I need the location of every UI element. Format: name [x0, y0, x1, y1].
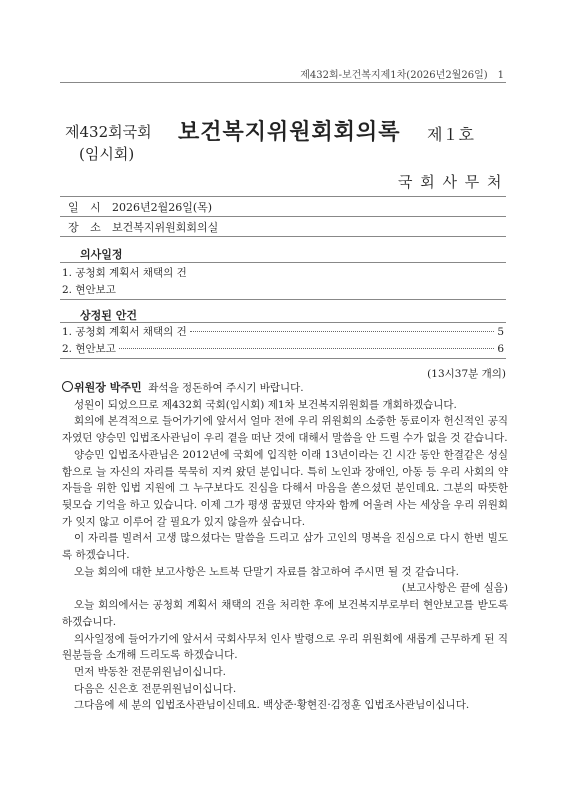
session-label [65, 121, 152, 165]
agenda-heading: 의사일정 [80, 248, 123, 261]
toc-item-page: 5 [497, 326, 504, 338]
speech-paragraph: 의사일정에 들어가기에 앞서서 국회사무처 인사 발령으로 우리 위원회에 새롭게 근무하게 된 직원분들을 소개해 드리도록 하겠습니다. [62, 632, 508, 662]
rule-5 [60, 299, 506, 300]
transcript-body [62, 380, 508, 714]
rule-4 [60, 262, 506, 263]
session-number: 제432회국회 [65, 123, 152, 141]
rule-2 [60, 216, 506, 217]
toc-leader [119, 348, 494, 349]
speech-paragraph: 오늘 회의에 대한 보고사항은 노트북 단말기 자료를 참고하여 주시면 될 것 같습니다. [74, 565, 459, 578]
speech-paragraph: 먼저 박동찬 전문위원님이십니다. [74, 665, 227, 678]
speech-paragraph: 양승민 입법조사관님은 2012년에 국회에 입직한 이래 13년이라는 긴 시간 동안 한결같은 성실함으로 늘 자신의 자리를 묵묵히 지켜 왔던 분입니다. 특히 노인과 장애인, 아동 등 우리 사회의 약자들을 위한 입법 지원에 그 누구보다도 진심을 다해서 마음을 쏟으셨던 분인데요. 그분의 따뜻한 뒷모습 기억을 하고 있습니다. 이제 그가 평생 꿈꿨던 약자와 함께 어울려 사는 세상을 우리 위원회가 잊지 않고 이루어 갈 필요가 있지 않을까 싶습니다. [62, 448, 508, 528]
speech-paragraph: 이 자리를 빌려서 고생 많으셨다는 말씀을 드리고 삼가 고인의 명복을 진심으로 다시 한번 빌도록 하겠습니다. [62, 532, 508, 562]
publisher: 국 회 사 무 처 [398, 173, 502, 191]
toc-item-label: 2. 현안보고 [62, 343, 116, 355]
rule-7 [60, 358, 506, 359]
header-rule [60, 82, 506, 83]
session-type: (임시회) [79, 145, 135, 163]
running-header: 제432회-보건복지제1차(2026년2월26일) 1 [300, 70, 504, 81]
rule-3 [60, 236, 506, 237]
speech-paragraph: 그다음에 세 분의 입법조사관님이신데요. 백상준·황현진·김정훈 입법조사관님이십니다. [74, 699, 470, 712]
speaker-line [62, 380, 508, 397]
speech-paragraph: 회의에 본격적으로 들어가기에 앞서서 얼마 전에 우리 위원회의 소중한 동료이자 헌신적인 공직자였던 양승민 입법조사관님이 우리 곁을 떠난 것에 대해서 말씀을 안 드릴 수가 없을 것 같습니다. [62, 415, 508, 445]
meeting-place-value: 보건복지위원회회의실 [112, 221, 219, 234]
speaker-name: 위원장 박주민 [74, 381, 142, 394]
toc-item-page: 6 [497, 343, 504, 355]
speech-paragraph: 다음은 신은호 전문위원님이십니다. [74, 682, 237, 695]
toc-item[interactable] [62, 341, 504, 356]
meeting-place [68, 219, 218, 235]
meeting-date-key: 일 시 [68, 201, 105, 214]
rule-6 [60, 322, 506, 323]
meeting-date [68, 199, 212, 215]
report-note: (보고사항은 끝에 실음) [401, 582, 508, 595]
issue-number: 제１호 [427, 125, 474, 144]
agenda-item: 1. 공청회 계획서 채택의 건 [62, 267, 187, 279]
tabled-heading: 상정된 안건 [80, 309, 137, 322]
page-title: 보건복지위원회회의록 [178, 119, 401, 145]
speech-paragraph: 성원이 되었으므로 제432회 국회(임시회) 제1차 보건복지위원회를 개회하겠습니다. [74, 398, 457, 411]
speaker-circle-icon [62, 381, 73, 392]
agenda-item: 2. 현안보고 [62, 284, 116, 296]
speech-paragraph: 오늘 회의에서는 공청회 계획서 채택의 건을 처리한 후에 보건복지부로부터 현안보고를 받도록 하겠습니다. [62, 599, 508, 628]
meeting-date-value: 2026년2월26일(목) [112, 201, 213, 214]
time-note: (13시37분 개의) [427, 368, 506, 380]
toc-leader [190, 331, 495, 332]
speech-first-line: 좌석을 정돈하여 주시기 바랍니다. [148, 382, 304, 394]
rule-1 [60, 196, 506, 197]
toc-item[interactable] [62, 324, 504, 339]
meeting-place-key: 장 소 [68, 221, 105, 234]
toc-item-label: 1. 공청회 계획서 채택의 건 [62, 326, 187, 338]
